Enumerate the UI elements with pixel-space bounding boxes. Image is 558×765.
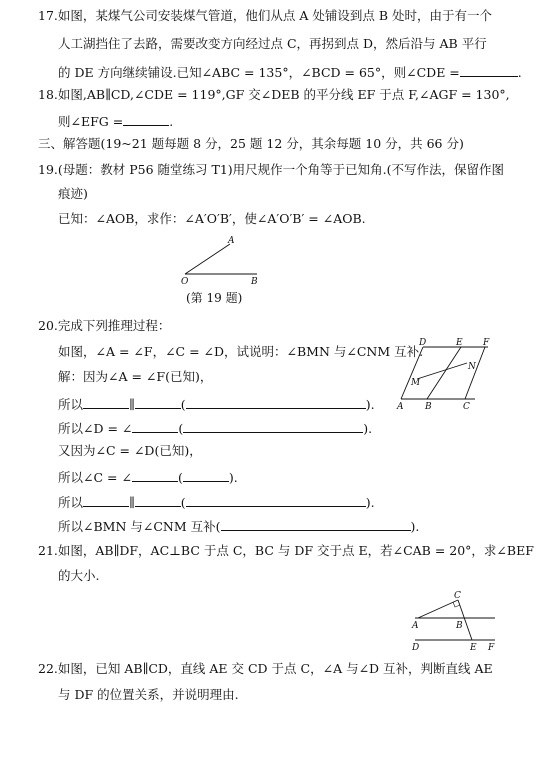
q20-step7 <box>58 493 375 511</box>
q17-line1: 17.如图，某煤气公司安装煤气管道，他们从点 A 处铺设到点 B 处时，由于有一个 <box>38 8 492 23</box>
label-m: M <box>411 378 421 388</box>
parallel-symbol: ∥ <box>129 397 135 412</box>
q20-reason-3[interactable] <box>186 395 366 409</box>
label-d: D <box>419 338 427 348</box>
q20-step4 <box>58 419 372 437</box>
label-o: O <box>181 277 189 287</box>
q18-answer-blank[interactable] <box>123 112 169 126</box>
q20-line1: 如图，∠A = ∠F，∠C = ∠D，试说明：∠BMN 与∠CNM 互补. <box>58 344 424 359</box>
ray-oa <box>185 244 230 274</box>
paren-open: ( <box>180 495 186 510</box>
paren-close: ). <box>363 421 373 436</box>
q20-step8 <box>58 517 419 535</box>
q20-blank-4a[interactable] <box>132 419 178 433</box>
paren-close: ). <box>228 470 238 485</box>
label-c: C <box>463 402 470 412</box>
q17-line3-text: 的 DE 方向继续铺设.已知∠ABC = 135°，∠BCD = 65°，则∠CDE = <box>58 65 460 80</box>
q17-line2: 人工湖挡住了去路，需要改变方向经过点 C，再拐到点 D，然后沿与 AB 平行 <box>58 36 487 51</box>
q21-line2: 的大小. <box>58 568 100 583</box>
paren-open: ( <box>177 470 183 485</box>
q20-title: 20.完成下列推理过程： <box>38 318 171 333</box>
q22-line2: 与 DF 的位置关系，并说明理由. <box>58 687 239 702</box>
q22-line1: 22.如图，已知 AB∥CD，直线 AE 交 CD 于点 C，∠A 与∠D 互补，判断直线 AE <box>38 661 493 676</box>
label-a: A <box>397 402 404 412</box>
label-d: D <box>412 643 420 652</box>
label-e: E <box>470 643 477 652</box>
q20-blank-7a[interactable] <box>83 493 129 507</box>
line-ce <box>458 600 472 640</box>
q20-reason-6[interactable] <box>183 468 229 482</box>
q20-blank-3b[interactable] <box>135 395 181 409</box>
q20-step8-prefix: 所以∠BMN 与∠CNM 互补 <box>58 519 216 534</box>
parallel-symbol: ∥ <box>129 495 135 510</box>
line-be <box>427 347 461 399</box>
line-ac <box>418 600 458 618</box>
q20-reason-7[interactable] <box>186 493 366 507</box>
q20-step5: 又因为∠C = ∠D(已知)， <box>58 443 202 458</box>
label-f: F <box>483 338 490 348</box>
q19-line3: 已知：∠AOB，求作：∠A′O′B′，使∠A′O′B′ = ∠AOB. <box>58 211 366 226</box>
label-f: F <box>488 643 495 652</box>
paren-close: ). <box>410 519 420 534</box>
label-a: A <box>412 621 419 631</box>
q18-line2-text: 则∠EFG = <box>58 114 124 129</box>
q20-step6 <box>58 468 238 486</box>
q20-blank-6a[interactable] <box>132 468 178 482</box>
q19-line1: 19.(母题：教材 P56 随堂练习 T1)用尺规作一个角等于已知角.(不写作法，保留作图 <box>38 162 505 177</box>
label-b: B <box>251 277 258 287</box>
q21-figure <box>410 590 502 652</box>
q20-step6-prefix: 所以∠C = ∠ <box>58 470 132 485</box>
q19-figure <box>175 233 270 288</box>
label-n: N <box>468 362 476 372</box>
q20-reason-4[interactable] <box>183 419 363 433</box>
q18-line2: 则∠EFG = . <box>58 114 174 129</box>
label-e: E <box>456 338 463 348</box>
q21-line1: 21.如图，AB∥DF，AC⊥BC 于点 C，BC 与 DF 交于点 E，若∠CAB = 20°，求∠BEF <box>38 543 534 558</box>
q19-caption: (第 19 题) <box>186 291 243 305</box>
q17-answer-blank[interactable] <box>460 63 518 77</box>
line-cf <box>465 347 485 399</box>
paren-close: ). <box>365 495 375 510</box>
q18-line1: 18.如图,AB∥CD,∠CDE = 119°,GF 交∠DEB 的平分线 EF 于点 F,∠AGF = 130°, <box>38 87 510 102</box>
q20-reason-8[interactable] <box>221 517 411 531</box>
label-c: C <box>454 591 461 601</box>
label-b: B <box>425 402 432 412</box>
q20-step4-prefix: 所以∠D = ∠ <box>58 421 133 436</box>
q20-step7-prefix: 所以 <box>58 495 84 510</box>
q20-step3 <box>58 395 375 413</box>
q17-line3: 的 DE 方向继续铺设.已知∠ABC = 135°，∠BCD = 65°，则∠CDE = . <box>58 65 522 80</box>
q20-step3-prefix: 所以 <box>58 397 84 412</box>
paren-open: ( <box>180 397 186 412</box>
paren-close: ). <box>365 397 375 412</box>
paren-open: ( <box>178 421 184 436</box>
q20-figure <box>393 337 498 412</box>
q20-blank-7b[interactable] <box>135 493 181 507</box>
line-ad <box>401 347 423 399</box>
section-heading-3: 三、解答题(19~21 题每题 8 分，25 题 12 分，其余每题 10 分，共 66 分) <box>38 136 464 151</box>
q19-line2: 痕迹) <box>58 186 88 201</box>
paren-open: ( <box>215 519 221 534</box>
q20-line2: 解：因为∠A = ∠F(已知)， <box>58 369 213 384</box>
label-a: A <box>228 236 235 246</box>
q20-blank-3a[interactable] <box>83 395 129 409</box>
label-b: B <box>456 621 463 631</box>
